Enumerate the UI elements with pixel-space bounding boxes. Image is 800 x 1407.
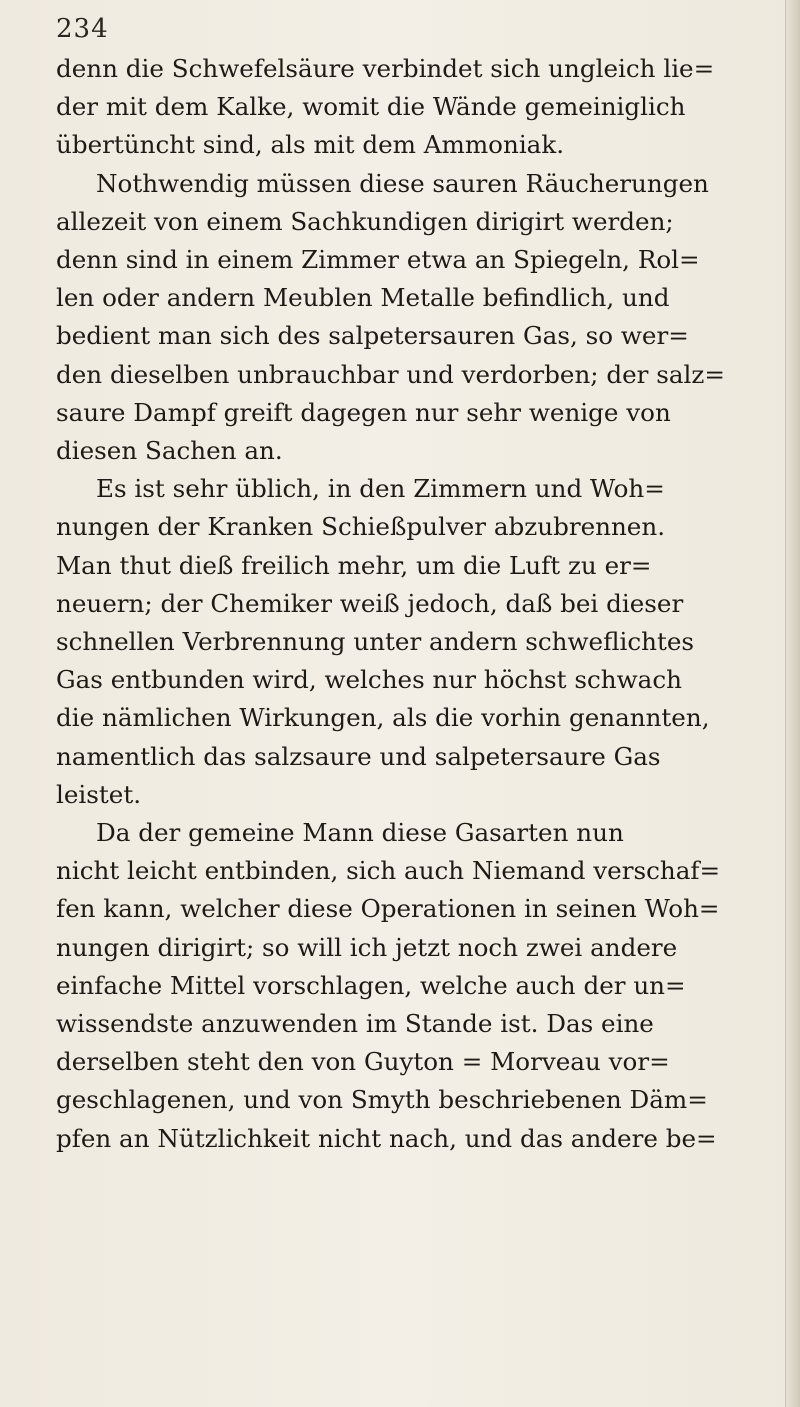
text-line: diesen Sachen an. [56, 436, 283, 466]
text-line: allezeit von einem Sachkundigen dirigirt werden; [56, 206, 674, 236]
text-line: pfen an Nützlichkeit nicht nach, und das andere be= [56, 1123, 717, 1153]
text-line: die nämlichen Wirkungen, als die vorhin genannten, [56, 703, 710, 733]
text-line: Gas entbunden wird, welches nur höchst schwach [56, 665, 682, 695]
text-line: wissendste anzuwenden im Stande ist. Das eine [56, 1009, 654, 1039]
text-line: neuern; der Chemiker weiß jedoch, daß bei dieser [56, 588, 684, 618]
text-line: geschlagenen, und von Smyth beschriebenen Däm= [56, 1085, 708, 1115]
text-line: saure Dampf greift dagegen nur sehr wenige von [56, 397, 671, 427]
text-line: denn sind in einem Zimmer etwa an Spiegeln, Rol= [56, 245, 700, 275]
page-edge [785, 0, 800, 1407]
text-line: den dieselben unbrauchbar und verdorben; der salz= [56, 359, 725, 389]
text-line: Man thut dieß freilich mehr, um die Luft zu er= [56, 550, 652, 580]
text-line: len oder andern Meublen Metalle befindlich, und [56, 283, 670, 313]
text-line: nungen dirigirt; so will ich jetzt noch zwei andere [56, 932, 678, 962]
text-line: fen kann, welcher diese Operationen in seinen Woh= [56, 894, 720, 924]
page-number: 234 [56, 14, 109, 44]
text-line: denn die Schwefelsäure verbindet sich ungleich lie= [56, 54, 715, 83]
text-line: schnellen Verbrennung unter andern schweflichtes [56, 627, 695, 657]
text-line: derselben steht den von Guyton = Morveau vor= [56, 1047, 670, 1077]
text-line: einfache Mittel vorschlagen, welche auch der un= [56, 970, 686, 1000]
body-text [56, 50, 756, 1158]
text-line: Nothwendig müssen diese sauren Räucherungen [96, 168, 709, 198]
text-line: nungen der Kranken Schießpulver abzubrennen. [56, 512, 666, 542]
text-line: leistet. [56, 779, 142, 809]
text-line: übertüncht sind, als mit dem Ammoniak. [56, 130, 565, 160]
text-line: der mit dem Kalke, womit die Wände gemeiniglich [56, 92, 686, 122]
text-line: nicht leicht entbinden, sich auch Niemand verschaf= [56, 856, 721, 886]
text-line: bedient man sich des salpetersauren Gas, so wer= [56, 321, 689, 351]
text-line: Es ist sehr üblich, in den Zimmern und Woh= [96, 474, 665, 504]
text-line: Da der gemeine Mann diese Gasarten nun [96, 818, 624, 848]
text-line: namentlich das salzsaure und salpetersaure Gas [56, 741, 661, 771]
